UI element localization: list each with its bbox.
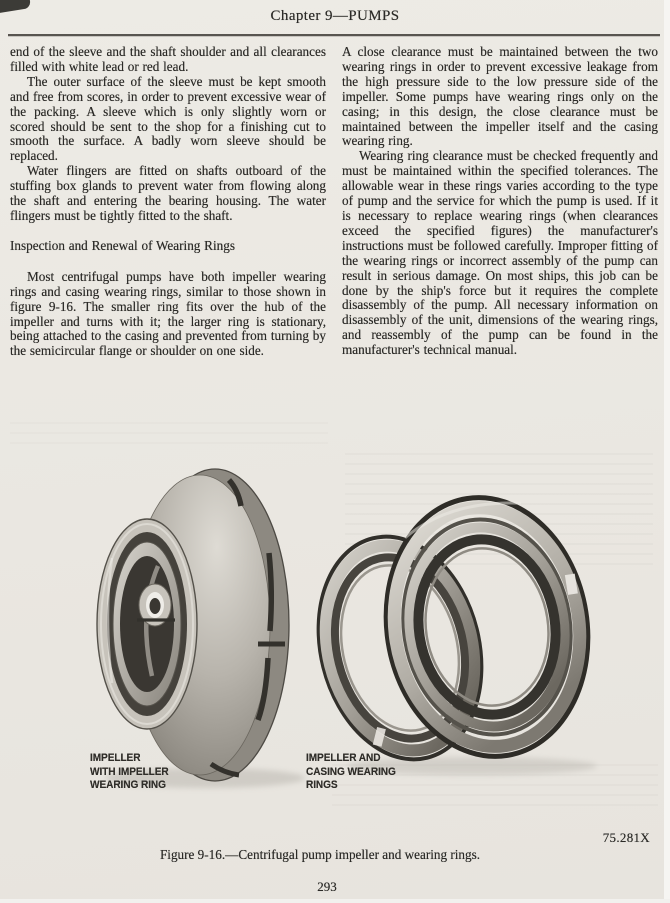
label-line: IMPELLER AND (306, 752, 381, 764)
bleedthrough-texture (10, 416, 328, 452)
figure-label-rings (306, 752, 396, 793)
section-heading: Inspection and Renewal of Wearing Rings (10, 237, 235, 253)
paragraph: Wearing ring clearance must be checked frequently and must be maintained within the specified tolerances. The allowable wear in these rings varies according to the type of pump and the service for which the pump is used. If it is necessary to replace wearing rings (when clearances exceed the specified figures) the manufacturer's instructions must be followed carefully. Improper fitting of the wearing rings or incorrect assembly of the pump can result in serious damage. On most ships, this job can be done by the ship's force but it requires the complete disassembly of the pump. All necessary information on disassembly of the unit, dimensions of the wearing rings, and reassembly of the pump can be found in the manufacturer's technical manual. (342, 148, 658, 358)
impeller-photo (97, 469, 305, 788)
label-line: IMPELLER (90, 752, 141, 764)
paragraph: A close clearance must be maintained between the two wearing rings in order to prevent excessive leakage from the high pressure side to the low pressure side of the impeller. Some pumps have wearing rings only on the casing; in this design, the close clearance must be maintained between the impeller itself and the casing wearing ring. (342, 44, 658, 149)
wearing-rings-photo (296, 483, 606, 777)
paragraph: end of the sleeve and the shaft shoulder and all clearances filled with white lead or red lead. (10, 44, 326, 74)
body-columns (10, 45, 658, 359)
chapter-header: Chapter 9—PUMPS (270, 8, 400, 24)
paragraph: Water flingers are fitted on shafts outboard of the stuffing box glands to prevent water from flowing along the shaft and entering the bearing housing. The water flingers must be tightly fitted to the shaft. (10, 163, 326, 223)
header-rule (8, 34, 660, 36)
label-line: WEARING RING (90, 779, 166, 791)
paragraph: The outer surface of the sleeve must be kept smooth and free from scores, in order to prevent excessive wear of the packing. A sleeve which is only slightly worn or scored should be sent to the shop for a finishing cut to smooth the surface. A badly worn sleeve should be replaced. (10, 73, 326, 164)
scan-edge-strip-bottom (0, 899, 670, 903)
figure-id-number: 75.281X (602, 830, 650, 845)
casing-wearing-ring (368, 483, 606, 771)
figure-label-impeller (90, 752, 169, 793)
right-column (342, 45, 658, 359)
label-line: CASING WEARING (306, 765, 396, 778)
paragraph: Most centrifugal pumps have both impeller wearing rings and casing wearing rings, similar to those shown in figure 9-16. The smaller ring fits over the hub of the impeller and turns with it; the larger ring is stationary, being attached to the casing and prevented from turning by the semicircular flange or shoulder on one side. (10, 268, 326, 359)
page-number: 293 (317, 879, 337, 894)
left-column (10, 45, 326, 359)
label-line: WITH IMPELLER (90, 765, 169, 778)
figure-caption: Figure 9-16.—Centrifugal pump impeller and wearing rings. (159, 847, 481, 862)
label-line: RINGS (306, 779, 338, 791)
